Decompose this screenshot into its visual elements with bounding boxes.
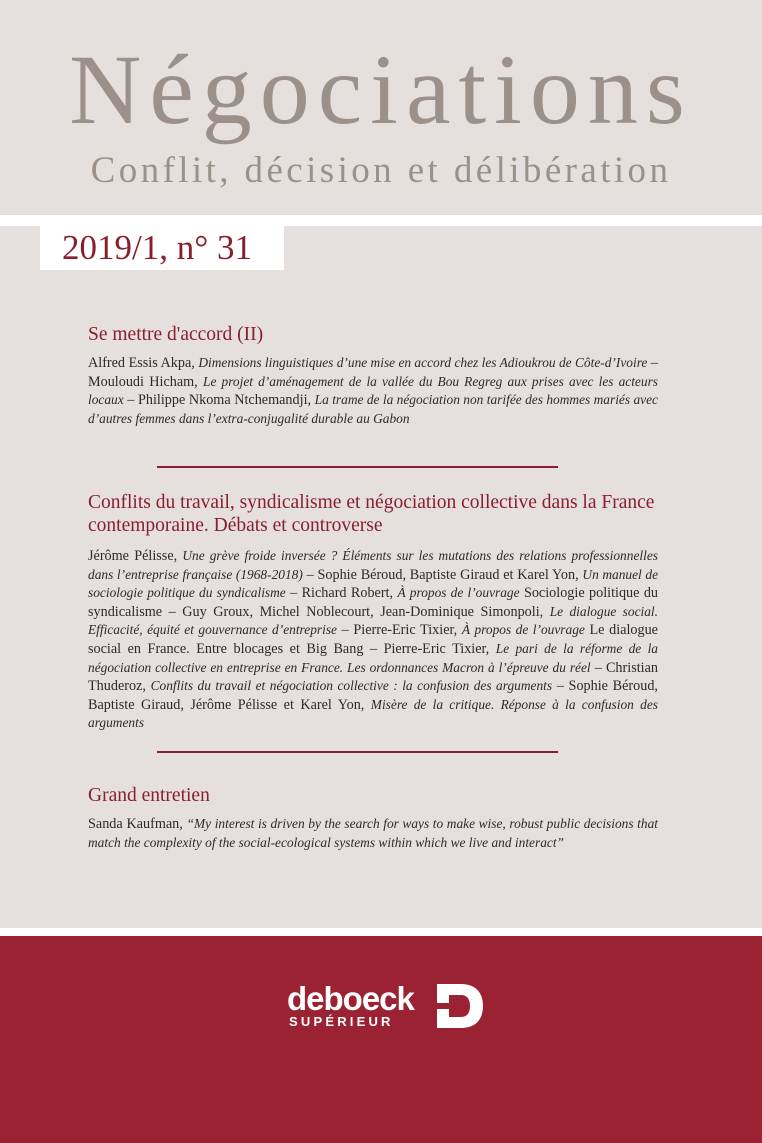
journal-subtitle: Conflit, décision et délibération	[90, 150, 672, 191]
publisher-logo[interactable]	[287, 982, 487, 1042]
article-authors: – Mouloudi Hicham,	[88, 355, 659, 390]
section-divider	[157, 751, 558, 753]
section-articles	[88, 547, 658, 733]
article-authors: Alfred Essis Akpa,	[88, 355, 199, 371]
section-divider	[157, 466, 558, 468]
logo-b-mark-icon	[435, 984, 483, 1028]
article-authors: – Pierre-Eric Tixier,	[337, 622, 462, 639]
article-title: Le projet d’aménagement de la vallée du Bou Regreg aux prises avec les acteurs locaux	[88, 373, 658, 408]
article-title: Un manuel de sociologie politique du syndicalisme	[88, 566, 659, 601]
issue-box	[40, 226, 284, 270]
article-authors: – Philippe Nkoma Ntchemandji,	[123, 392, 315, 409]
article-authors: Jérôme Pélisse,	[88, 548, 183, 564]
article-title: Le pari de la réforme de la négociation collective en entreprise en France. Les ordonnances Macron à l’épreuve du réel	[88, 640, 658, 675]
article-authors: – Richard Robert,	[285, 585, 398, 602]
article-title: Dimensions linguistiques d’une mise en accord chez les Adioukrou de Côte-d’Ivoire	[198, 355, 648, 370]
section-title: Conflits du travail, syndicalisme et négociation collective dans la France contemporaine. Débats et controverse	[88, 492, 655, 536]
journal-title: Négociations	[69, 34, 693, 145]
article-title: “My interest is driven by the search for ways to make wise, robust public decisions that match the complexity of the social-ecological systems within which we live and interact”	[88, 816, 658, 850]
article-title: À propos de l’ouvrage	[397, 585, 520, 601]
section-title: Se mettre d'accord (II)	[88, 324, 264, 345]
article-title: La trame de la négociation non tarifée des hommes mariés avec d’autres femmes dans l’extra-conjugalité durable au Gabon	[88, 392, 659, 426]
article-title: Le dialogue social. Efficacité, équité et gouvernance d’entreprise	[88, 603, 659, 638]
section-articles	[88, 354, 658, 428]
header-panel	[0, 0, 762, 215]
logo-wordmark: deboeck	[287, 980, 414, 1017]
section-conflits-du-travail	[88, 491, 658, 733]
article-title: À propos de l’ouvrage	[461, 622, 585, 638]
article-authors: Sanda Kaufman,	[88, 816, 187, 832]
section-articles	[88, 815, 658, 852]
article-authors: Sociologie politique du syndicalisme – Guy Groux, Michel Noblecourt, Jean-Dominique Simonpoli,	[88, 585, 659, 620]
article-title: Une grève froide inversée ? Éléments sur les mutations des relations professionnelles dans l’entreprise française (1968-2018)	[88, 548, 658, 582]
article-title: Misère de la critique. Réponse à la confusion des arguments	[88, 696, 658, 731]
article-authors: – Christian Thuderoz,	[88, 659, 658, 695]
article-authors: – Sophie Béroud, Baptiste Giraud et Karel Yon,	[302, 566, 583, 583]
article-authors: Le dialogue social en France. Entre blocages et Big Bang – Pierre-Eric Tixier,	[88, 622, 658, 657]
logo-tagline: SUPÉRIEUR	[289, 1014, 394, 1029]
article-title: Conflits du travail et négociation collective : la confusion des arguments	[150, 678, 553, 694]
section-title: Grand entretien	[88, 785, 210, 806]
article-authors: – Sophie Béroud, Baptiste Giraud, Jérôme Pélisse et Karel Yon,	[88, 678, 658, 713]
section-se-mettre-d-accord	[88, 323, 658, 428]
section-grand-entretien	[88, 784, 658, 852]
issue-number: 2019/1, n° 31	[62, 228, 252, 267]
